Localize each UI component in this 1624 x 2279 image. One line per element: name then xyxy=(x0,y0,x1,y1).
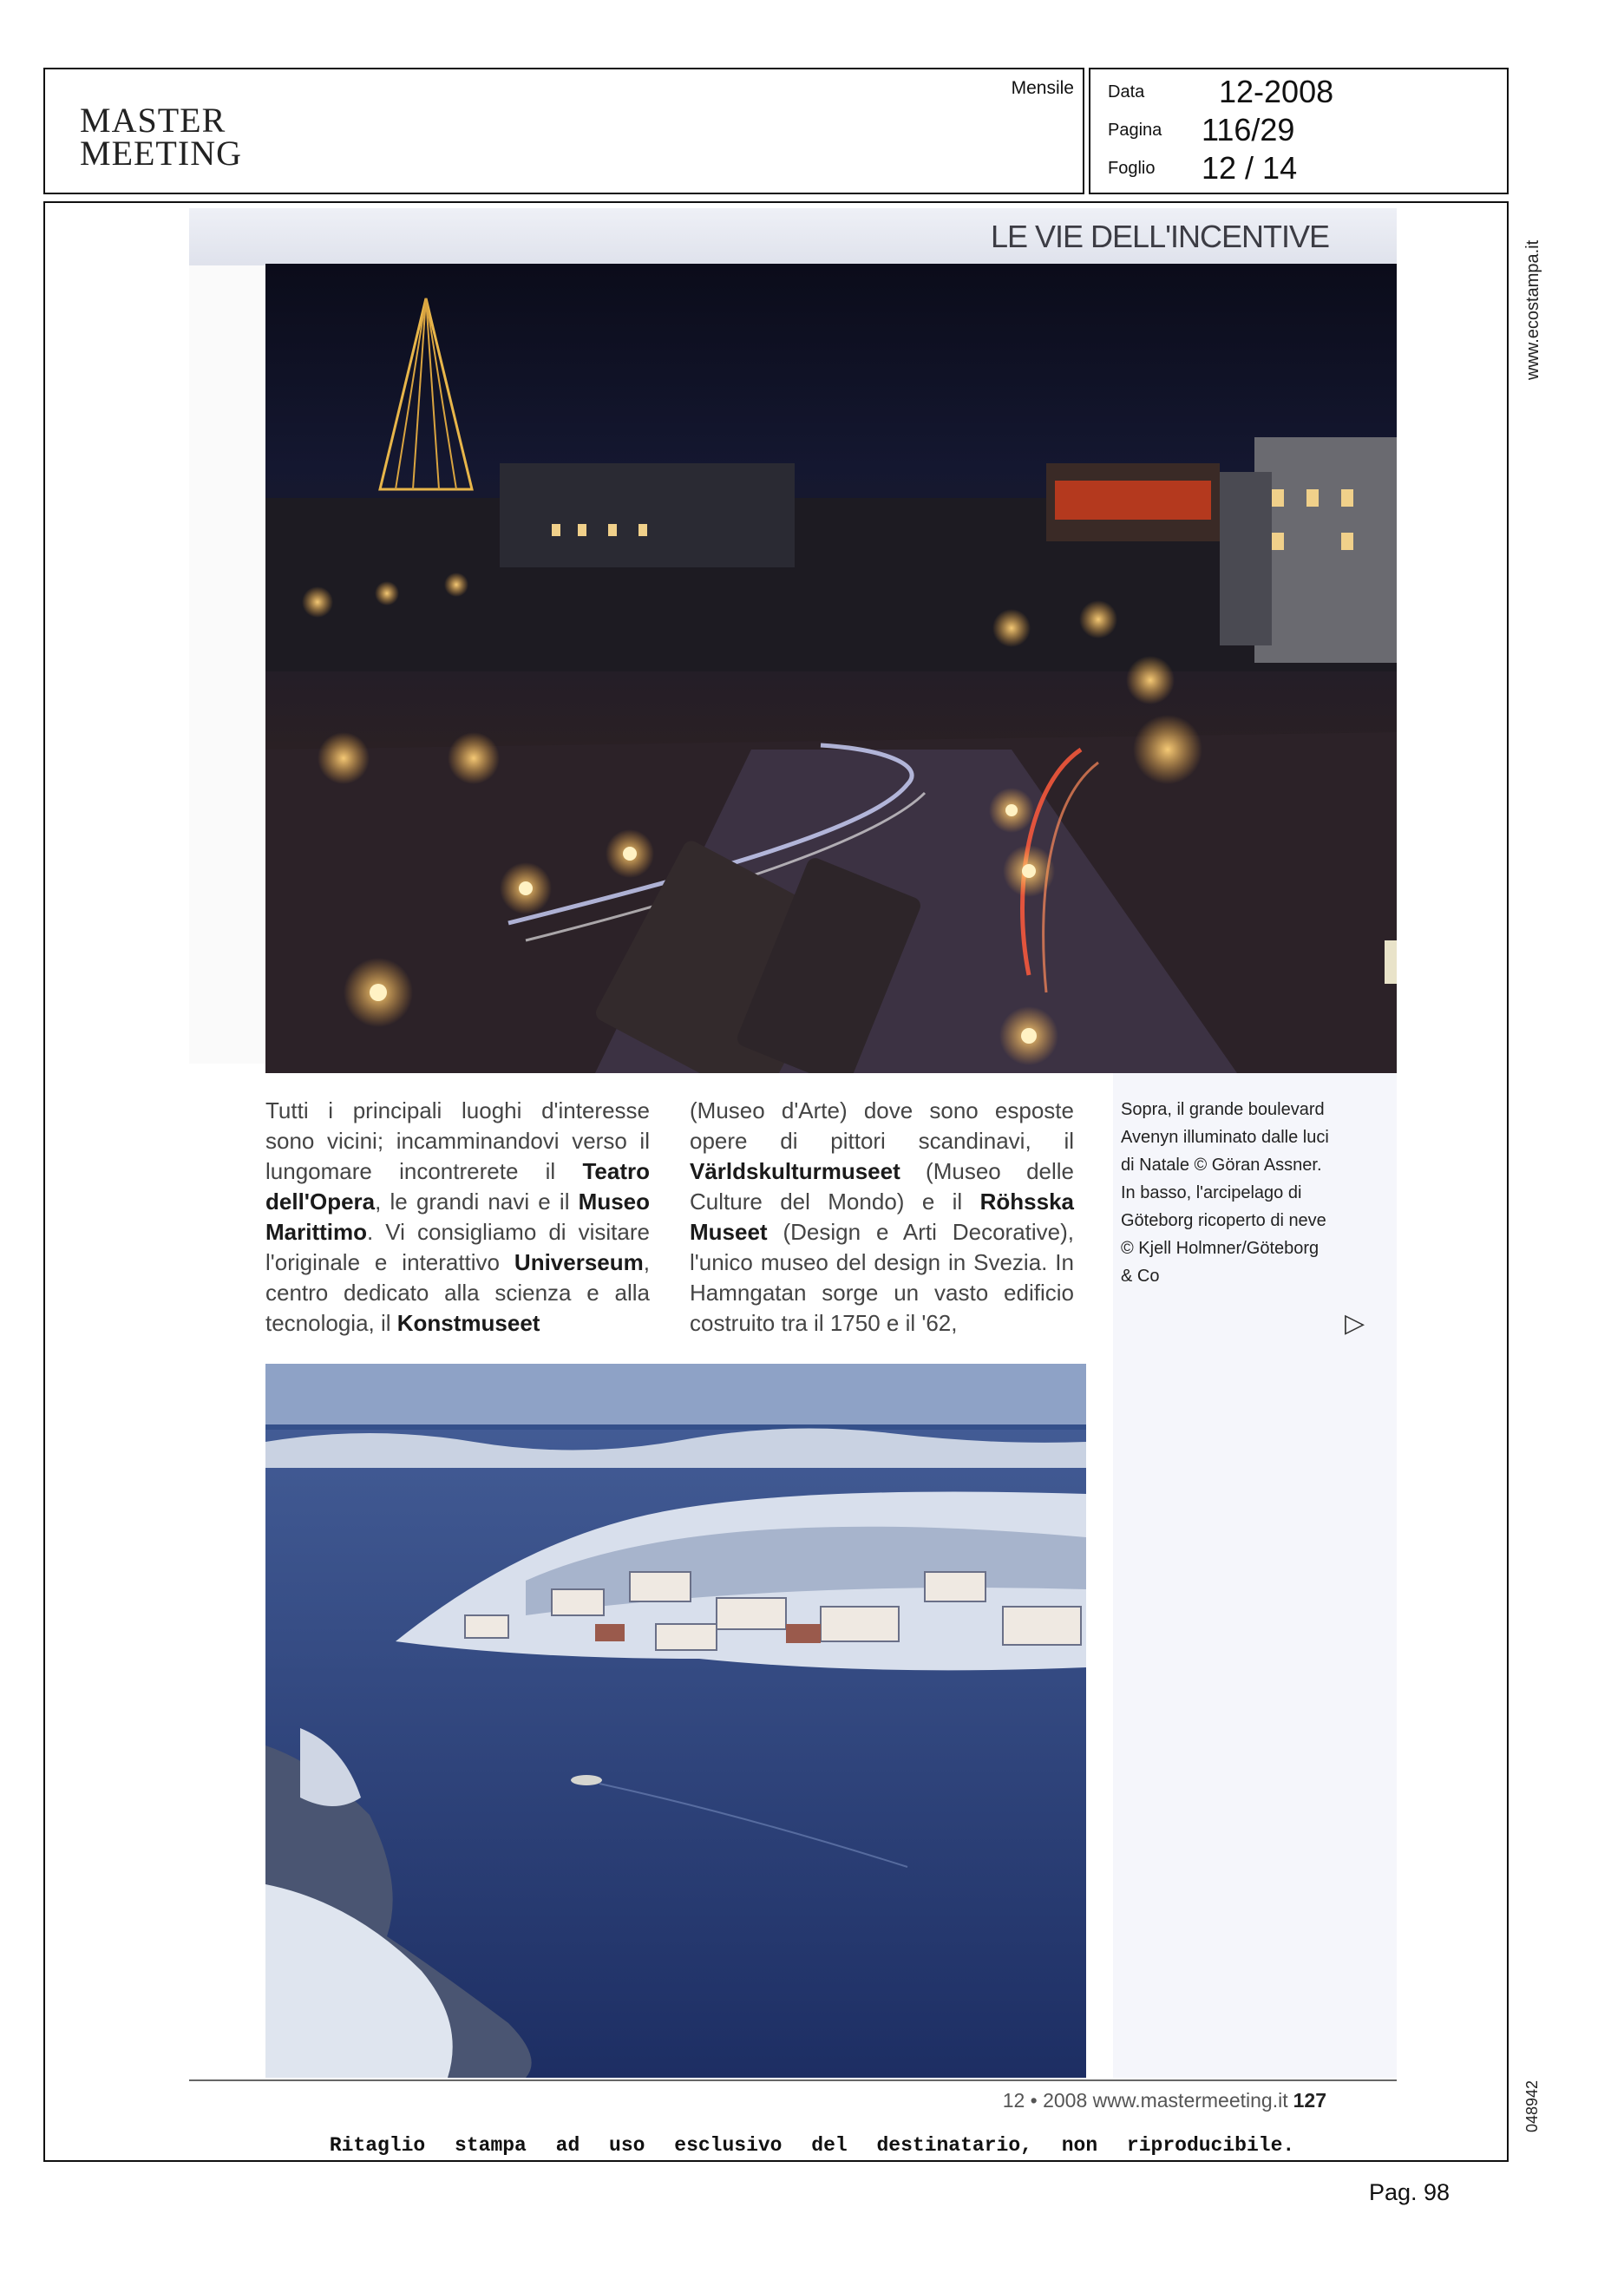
page-number: Pag. 98 xyxy=(1369,2179,1450,2205)
footer-page-number: 127 xyxy=(1293,2089,1326,2112)
meta-row-page xyxy=(1108,113,1490,147)
meta-value: 116/29 xyxy=(1202,112,1295,147)
night-boulevard-photo xyxy=(265,264,1397,1073)
meta-row-sheet xyxy=(1108,151,1490,186)
article-column-2 xyxy=(690,1096,1074,1339)
col2-text: (Design e Arti Decorative), l'unico museo del design in Svezia. In Hamngatan sorge un vasto edificio costruito tra il 1750 e il '62, xyxy=(690,1219,1074,1336)
side-code: 048942 xyxy=(1523,2079,1541,2132)
article-bottom-rule xyxy=(189,2079,1397,2081)
left-margin-strip xyxy=(189,265,265,1064)
header-box xyxy=(43,68,1084,194)
meta-label: Pagina xyxy=(1108,120,1162,140)
meta-label: Data xyxy=(1108,82,1145,102)
col1-bold: Konstmuseet xyxy=(396,1310,540,1336)
masthead-logo xyxy=(80,101,242,173)
col1-text: . Vi consigliamo di visitare l'originale e interattivo xyxy=(265,1219,650,1275)
photo-caption: Sopra, il grande boulevard Avenyn illuminato dalle luci di Natale © Göran Assner. In basso, l'arcipelago di Göteborg ricoperto di neve © Kjell Holmner/Göteborg & Co xyxy=(1121,1100,1329,1286)
meta-row-date xyxy=(1108,75,1490,109)
logo-line-2: MEETING xyxy=(80,134,242,173)
col1-text: , le grandi navi e il xyxy=(375,1189,579,1215)
copyright-notice xyxy=(0,2134,1624,2157)
meta-box xyxy=(1089,68,1509,194)
col2-text: (Museo d'Arte) dove sono esposte opere di pittori scandinavi, il xyxy=(690,1097,1074,1154)
col1-bold: Museo Marittimo xyxy=(265,1189,650,1245)
col2-text: (Museo delle Culture del Mondo) e il xyxy=(690,1158,1074,1215)
col1-bold: Teatro dell'Opera xyxy=(265,1158,650,1215)
publication-frequency: Mensile xyxy=(1011,78,1074,98)
col1-text: , centro dedicato alla scienza e alla tecnologia, il xyxy=(265,1249,650,1336)
section-title: LE VIE DELL'INCENTIVE xyxy=(990,219,1329,254)
article-column-1 xyxy=(265,1096,650,1339)
continue-arrow-icon: ▷ xyxy=(1345,1309,1365,1338)
meta-value: 12 / 14 xyxy=(1202,150,1298,186)
side-url: www.ecostampa.it xyxy=(1523,239,1542,380)
col1-text: Tutti i principali luoghi d'interesse sono vicini; incamminandovi verso il lungomare incontrerete il xyxy=(265,1097,650,1184)
logo-line-1: MASTER xyxy=(80,101,226,140)
snowy-archipelago-photo xyxy=(265,1364,1086,2078)
meta-value: 12-2008 xyxy=(1219,74,1334,109)
notice-text: Ritaglio stampa ad uso esclusivo del destinatario, non riproducibile. xyxy=(326,2134,1298,2157)
col1-bold: Universeum xyxy=(514,1249,644,1275)
frame-bottom-rule xyxy=(43,2160,1509,2162)
footer-issue: 12 • 2008 www.mastermeeting.it xyxy=(1002,2089,1288,2112)
col2-bold: Världskulturmuseet xyxy=(690,1158,900,1184)
col2-bold: Röhsska Museet xyxy=(690,1189,1074,1245)
article-footer xyxy=(1003,2089,1326,2112)
meta-label: Foglio xyxy=(1108,158,1156,178)
